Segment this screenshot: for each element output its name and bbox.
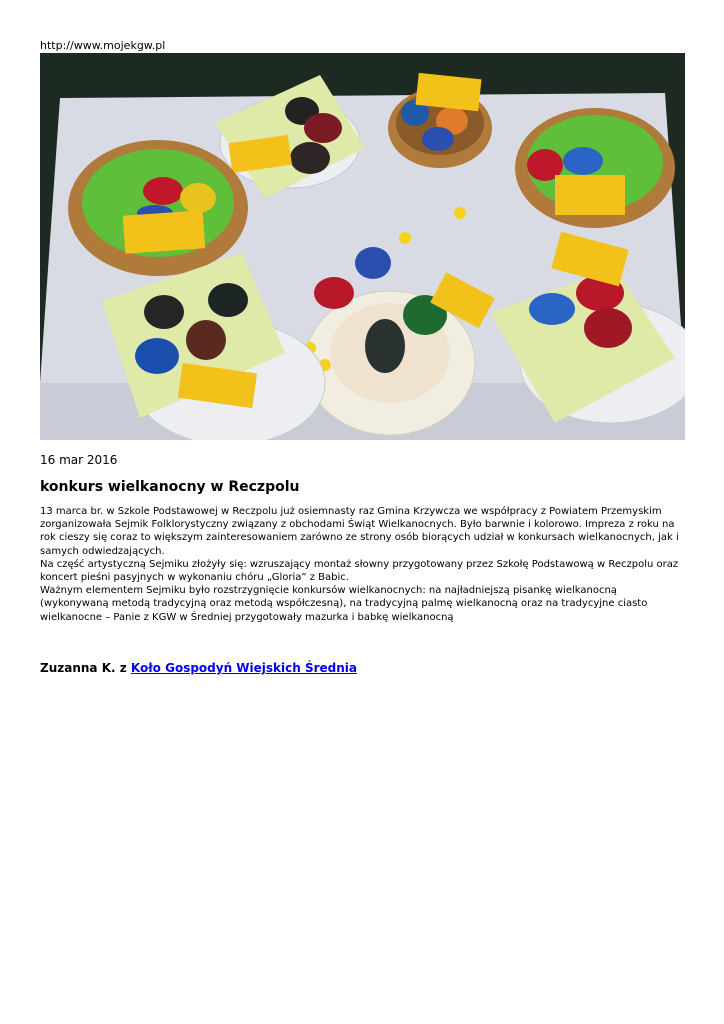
organization-link[interactable]: Koło Gospodyń Wiejskich Średnia (130, 661, 358, 675)
article-body (40, 505, 688, 624)
author-line (40, 661, 357, 675)
paragraph: 13 marca br. w Szkole Podstawowej w Reczpolu już osiemnasty raz Gmina Krzywcza we współpracy z Powiatem Przemyskim zorganizowała Sejmik Folklorystyczny związany z obchodami Świąt Wielkanocnych. Było barwnie i kolorowo. Impreza z roku na rok cieszy się coraz to większym zainteresowaniem zarówno ze strony osób biorących udział w konkursach wielkanocnych, jak i samych odwiedzających. (40, 506, 679, 557)
source-url: http://www.mojekgw.pl (40, 39, 166, 52)
author-name: Zuzanna K. z (40, 661, 131, 675)
paragraph: Na część artystyczną Sejmiku złożyły się: wzruszający montaż słowny przygotowany przez Szkołę Podstawową w Reczpolu oraz koncert pieśni pasyjnych w wykonaniu chóru „Gloria” z Babic. (40, 558, 679, 584)
article-title: konkurs wielkanocny w Reczpolu (40, 479, 300, 495)
paragraph: Ważnym elementem Sejmiku było rozstrzygnięcie konkursów wielkanocnych: na najładniejszą pisankę wielkanocną (wykonywaną metodą tradycyjną oraz metodą współczesną), na tradycyjną palmę wielkanocną oraz na tradycyjne ciasto wielkanocne – Panie z KGW w Średniej przygotowały mazurka i babkę wielkanocną (40, 585, 648, 623)
article-date: 16 mar 2016 (40, 453, 118, 467)
easter-eggs-photo (40, 53, 685, 440)
